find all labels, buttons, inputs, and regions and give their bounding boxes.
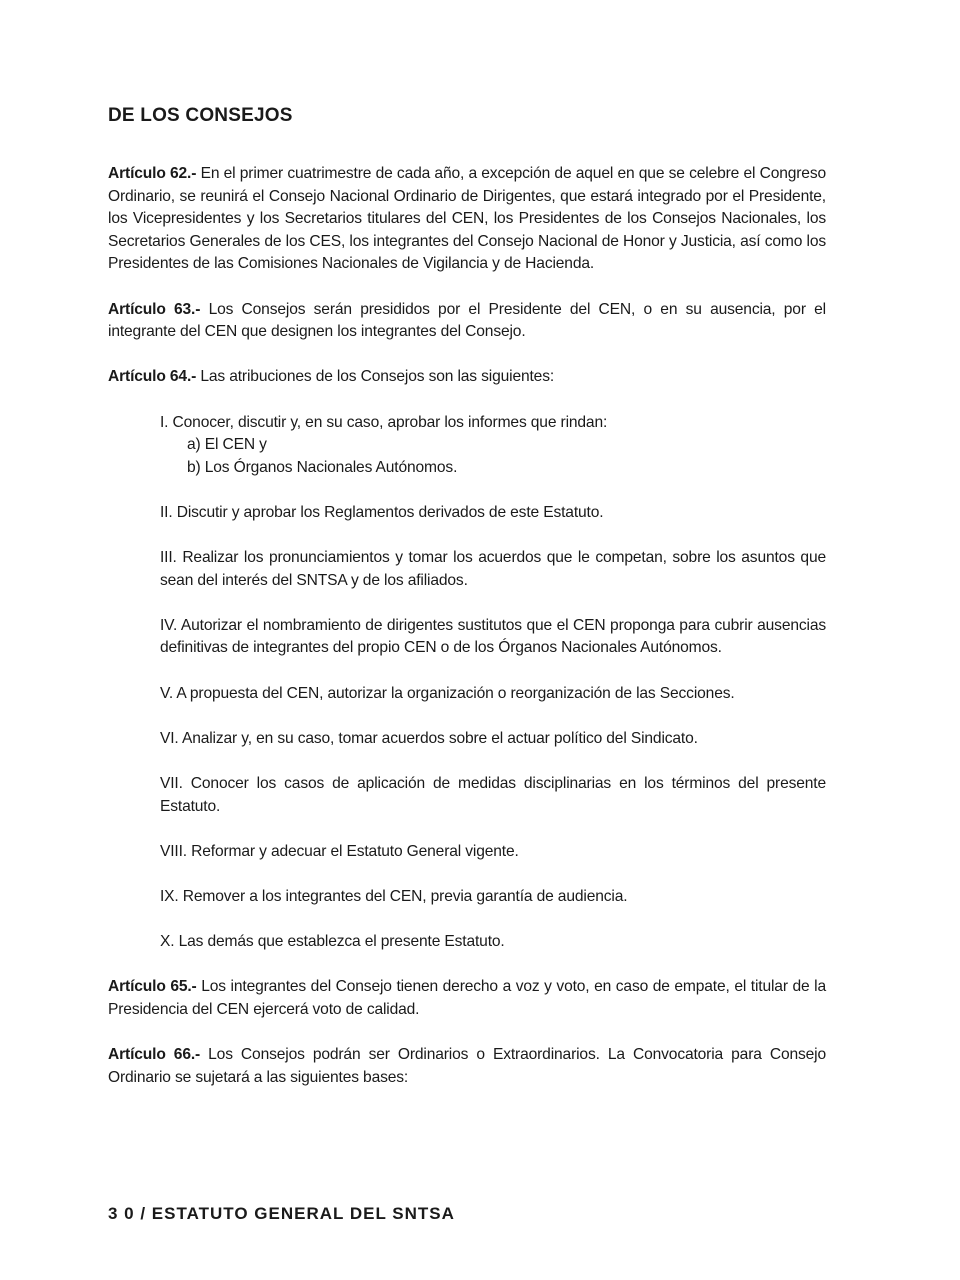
article-label: Artículo 66.- bbox=[108, 1046, 201, 1064]
list-item: III. Realizar los pronunciamientos y tomar los acuerdos que le competan, sobre los asuntos que sean del interés del SNTSA y de los afiliados. bbox=[160, 549, 826, 589]
article-text: Las atribuciones de los Consejos son las siguientes: bbox=[196, 368, 555, 386]
page-footer: 3 0 / ESTATUTO GENERAL DEL SNTSA bbox=[108, 1204, 455, 1223]
list-item: VIII. Reformar y adecuar el Estatuto General vigente. bbox=[160, 842, 519, 860]
article-text: Los Consejos podrán ser Ordinarios o Extraordinarios. La Convocatoria para Consejo Ordinario se sujetará a las siguientes bases: bbox=[108, 1046, 827, 1086]
list-item: I. Conocer, discutir y, en su caso, aprobar los informes que rindan: bbox=[160, 413, 608, 431]
document-body bbox=[108, 163, 826, 1112]
section-heading: DE LOS CONSEJOS bbox=[108, 105, 293, 126]
list-item: IV. Autorizar el nombramiento de dirigentes sustitutos que el CEN proponga para cubrir ausencias definitivas de integrantes del propio CEN o de los Órganos Nacionales Autónomos. bbox=[160, 616, 826, 657]
attributions-list bbox=[160, 412, 826, 954]
list-item: VI. Analizar y, en su caso, tomar acuerdos sobre el actuar político del Sindicato. bbox=[160, 729, 698, 747]
article-66 bbox=[108, 1044, 826, 1089]
article-text: Los integrantes del Consejo tienen derecho a voz y voto, en caso de empate, el titular de la Presidencia del CEN ejercerá voto de calidad. bbox=[108, 978, 826, 1018]
list-subitem: a) El CEN y bbox=[187, 436, 267, 454]
list-item: V. A propuesta del CEN, autorizar la organización o reorganización de las Secciones. bbox=[160, 684, 735, 702]
list-item: X. Las demás que establezca el presente Estatuto. bbox=[160, 933, 505, 951]
article-62 bbox=[108, 163, 826, 276]
article-text: Los Consejos serán presididos por el Presidente del CEN, o en su ausencia, por el integrante del CEN que designen los integrantes del Consejo. bbox=[108, 300, 826, 341]
article-63 bbox=[108, 299, 826, 344]
list-subitem: b) Los Órganos Nacionales Autónomos. bbox=[187, 458, 458, 476]
article-label: Artículo 63.- bbox=[108, 300, 201, 318]
list-item: VII. Conocer los casos de aplicación de medidas disciplinarias en los términos del presente Estatuto. bbox=[160, 775, 826, 815]
article-label: Artículo 65.- bbox=[108, 978, 197, 996]
article-label: Artículo 64.- bbox=[108, 368, 197, 386]
article-64 bbox=[108, 366, 826, 389]
list-item: II. Discutir y aprobar los Reglamentos derivados de este Estatuto. bbox=[160, 503, 604, 521]
article-65 bbox=[108, 976, 826, 1021]
article-label: Artículo 62.- bbox=[108, 165, 197, 182]
list-item: IX. Remover a los integrantes del CEN, previa garantía de audiencia. bbox=[160, 888, 628, 905]
article-text: En el primer cuatrimestre de cada año, a excepción de aquel en que se celebre el Congreso Ordinario, se reunirá el Consejo Nacional Ordinario de Dirigentes, que estará integrado por el Presidente, los Vicepresidentes y los Secretarios titulares del CEN, los Presidentes de los Consejos Nacionales, los Secretarios Generales de los CES, los integrantes del Consejo Nacional de Honor y Justicia, así como los Presidentes de las Comisiones Nacionales de Vigilancia y de Hacienda. bbox=[108, 165, 826, 273]
